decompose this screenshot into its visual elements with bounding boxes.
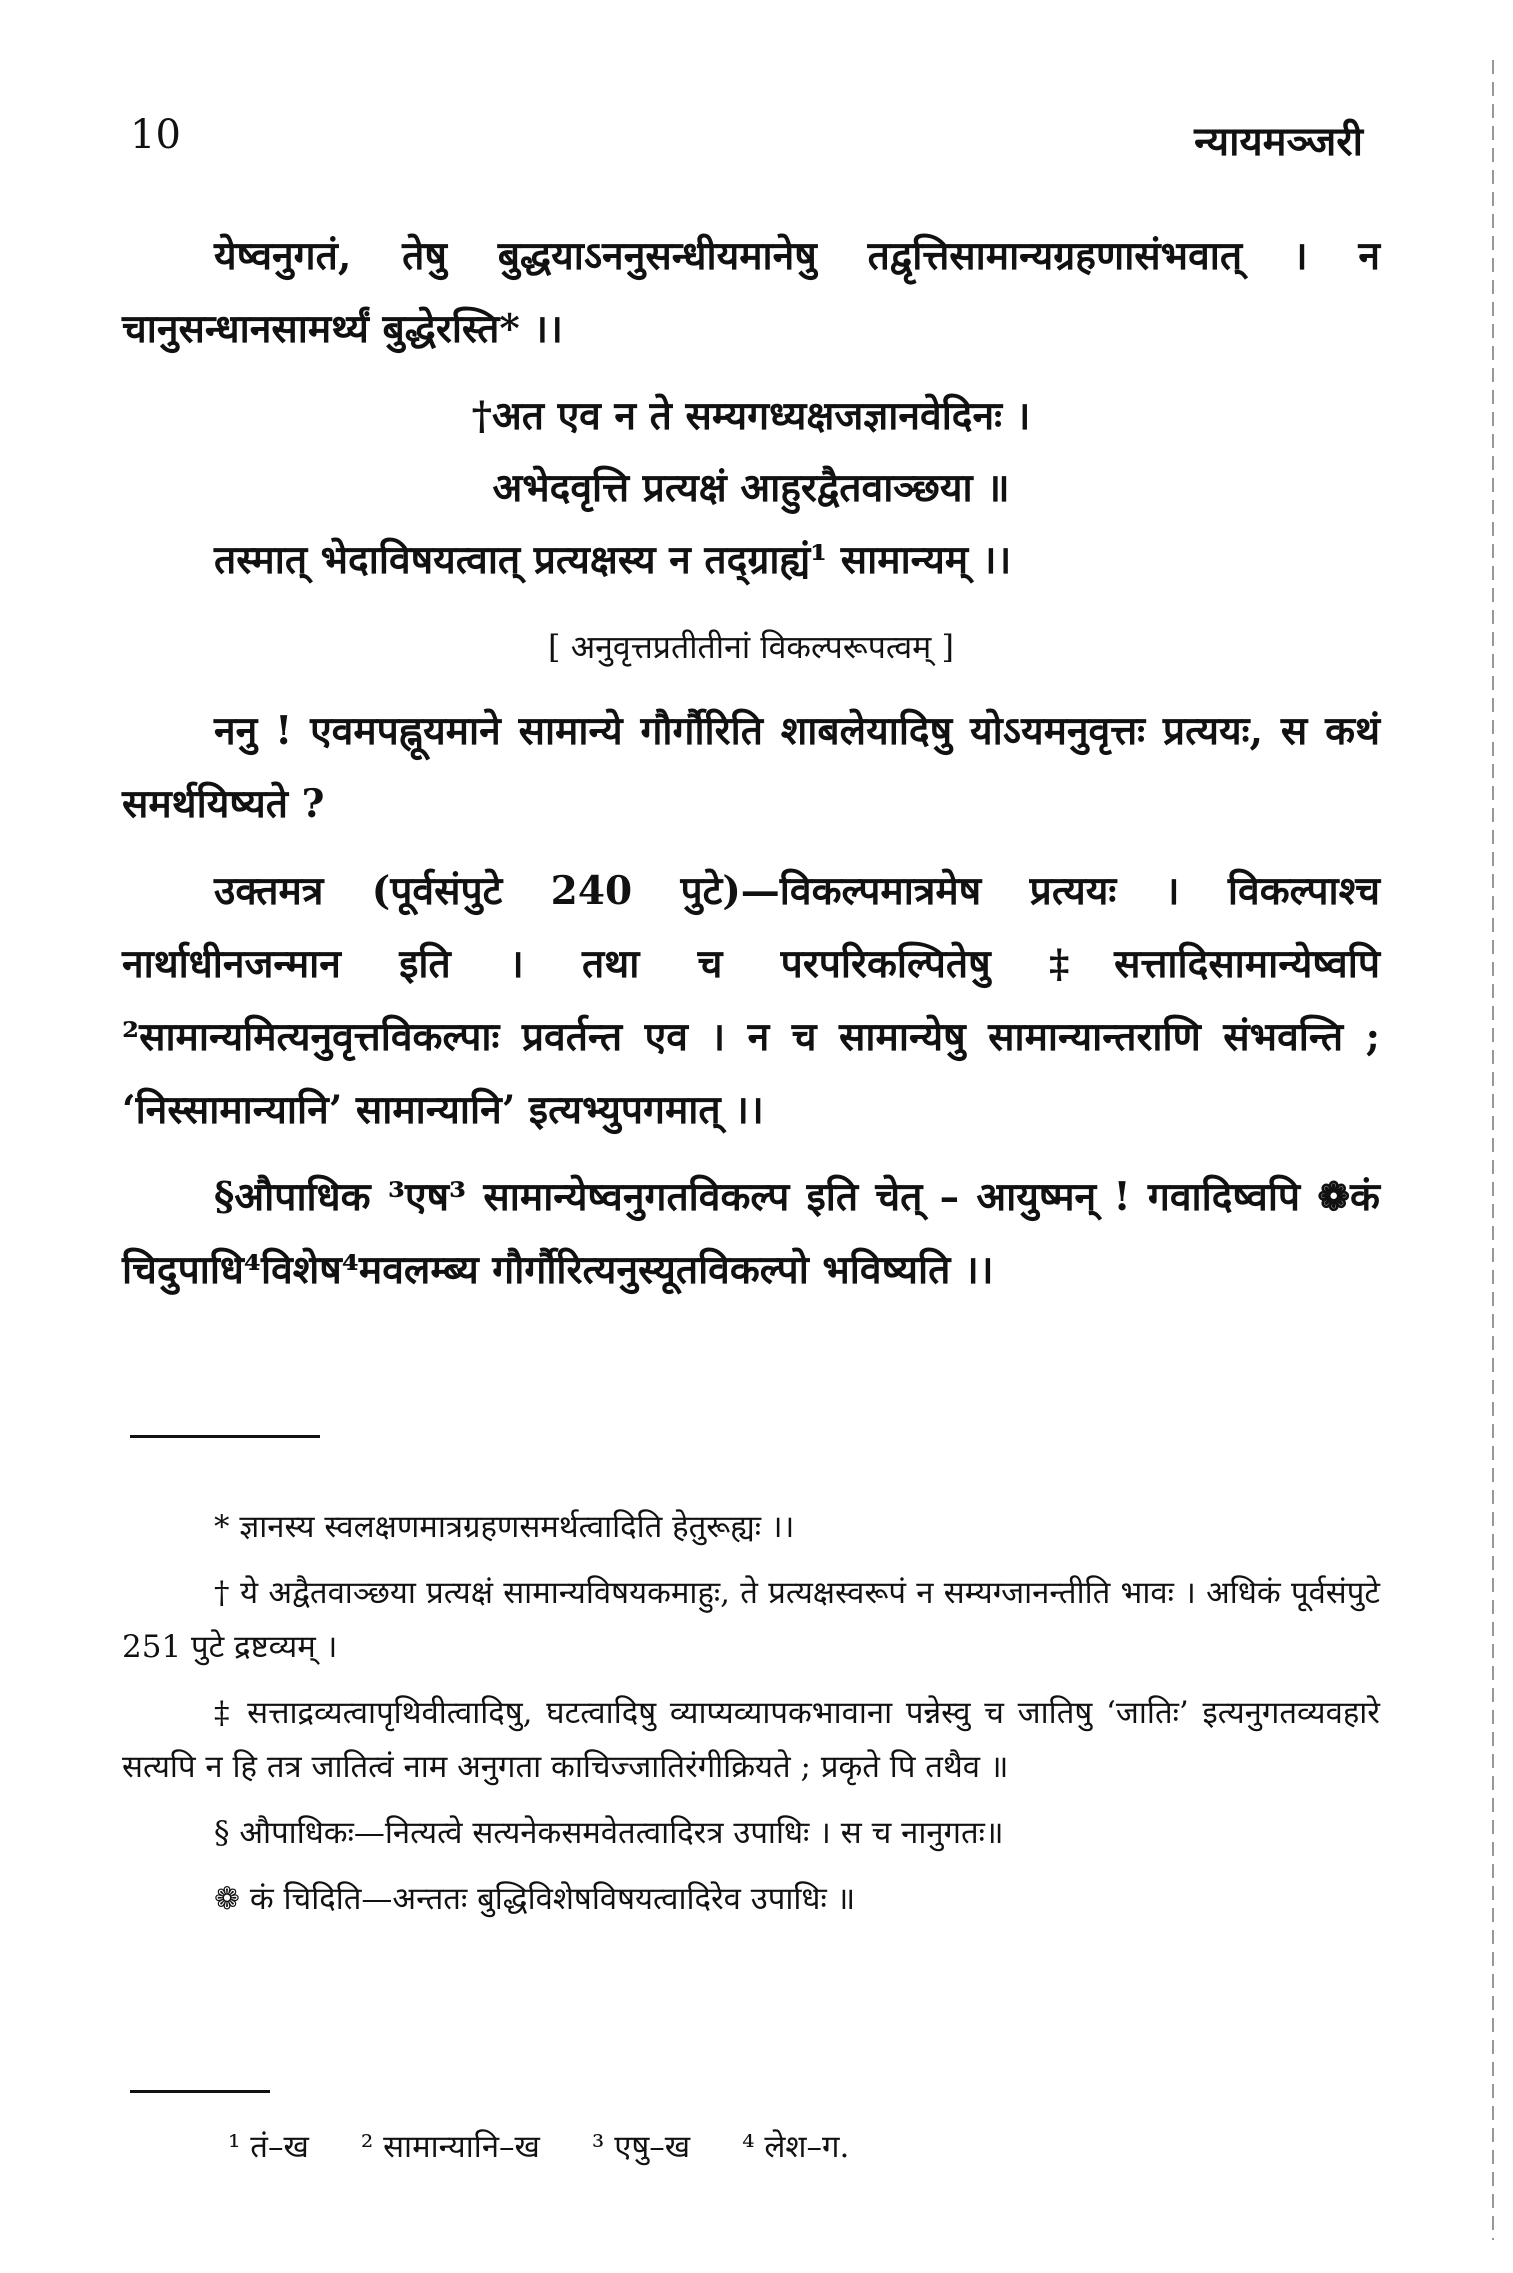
footnote-section: § औपाधिकः—नित्यत्वे सत्यनेकसमवेतत्वादिरत्र उपाधिः । स च नानुगतः॥ [214, 1815, 1004, 1851]
paragraph-4: उक्तमत्र (पूर्वसंपुटे 240 पुटे)—विकल्पमात्रमेष प्रत्ययः । विकल्पाश्च नार्थाधीनजन्मान इति । तथा च परपरिकल्पितेषु ‡सत्तादिसामान्येष्वपि ²सामान्यमित्यनुवृत्तविकल्पाः प्रवर्तन्त एव । न च सामान्येषु सामान्यान्तराणि संभवन्ति ; ‘निस्सामान्यानि’ सामान्यानि’ इत्यभ्युपगमात् ।। [122, 868, 1380, 1133]
section-heading: [ अनुवृत्तप्रतीतीनां विकल्परूपत्वम् ] [548, 628, 954, 666]
variants-rule [130, 2090, 270, 2093]
paragraph-3: ननु ! एवमपह्नूयमाने सामान्ये गौर्गौरिति शाबलेयादिषु योऽयमनुवृत्तः प्रत्ययः, स कथं समर्थयिष्यते ? [122, 708, 1380, 827]
variant-4: ⁴ लेश–ग. [742, 2129, 850, 2165]
paragraph-2: तस्मात् भेदाविषयत्वात् प्रत्यक्षस्य न तद्ग्राह्यं¹ सामान्यम् ।। [214, 537, 1012, 583]
footnote-flower: ❁ कं चिदिति—अन्ततः बुद्धिविशेषविषयत्वादिरेव उपाधिः ॥ [214, 1881, 856, 1917]
footnotes [122, 1500, 1380, 1938]
footnote-star: * ज्ञानस्य स्वलक्षणमात्रग्रहणसमर्थत्वादिति हेतुरूह्यः ।। [214, 1509, 795, 1545]
verse-line-1: †अत एव न ते सम्यगध्यक्षजज्ञानवेदिनः । [471, 393, 1031, 439]
footnote-dagger: † ये अद्वैतवाञ्छया प्रत्यक्षं सामान्यविषयकमाहुः, ते प्रत्यक्षस्वरूपं न सम्यग्जानन्तीति भावः । अधिकं पूर्वसंपुटे 251 पुटे द्रष्टव्यम् । [122, 1575, 1380, 1665]
paragraph-5: §औपाधिक ³एष³ सामान्येष्वनुगतविकल्प इति चेत् – आयुष्मन् ! गवादिष्वपि ❁कं चिदुपाधि⁴विशेष⁴मवलम्ब्य गौर्गौरित्यनुस्यूतविकल्पो भविष्यति ।। [122, 1174, 1380, 1293]
paragraph-1: येष्वनुगतं, तेषु बुद्धयाऽननुसन्धीयमानेषु तद्वृत्तिसामान्यग्रहणासंभवात् । न चानुसन्धानसामर्थ्यं बुद्धेरस्ति* ।। [122, 233, 1380, 352]
page-edge-line [1492, 60, 1494, 2240]
variant-2: ² सामान्यानि–ख [360, 2129, 540, 2165]
footnote-double-dagger: ‡ सत्ताद्रव्यत्वापृथिवीत्वादिषु, घटत्वादिषु व्याप्यव्यापकभावाना पन्नेस्वु च जातिषु ‘जातिः’ इत्यनुगतव्यवहारे सत्यपि न हि तत्र जातित्वं नाम अनुगता काचिज्जातिरंगीक्रियते ; प्रकृते पि तथैव ॥ [122, 1695, 1380, 1785]
variant-1: ¹ तं–ख [228, 2129, 309, 2165]
page-number: 10 [130, 112, 181, 158]
verse-line-2: अभेदवृत्ति प्रत्यक्षं आहुरद्वैतवाञ्छया ॥ [492, 465, 1010, 511]
footnote-rule [130, 1435, 320, 1438]
variant-3: ³ एषु–ख [591, 2129, 691, 2165]
variant-readings [228, 2120, 849, 2174]
running-head: न्यायमञ्जरी [1194, 118, 1363, 165]
main-text [122, 220, 1380, 1307]
